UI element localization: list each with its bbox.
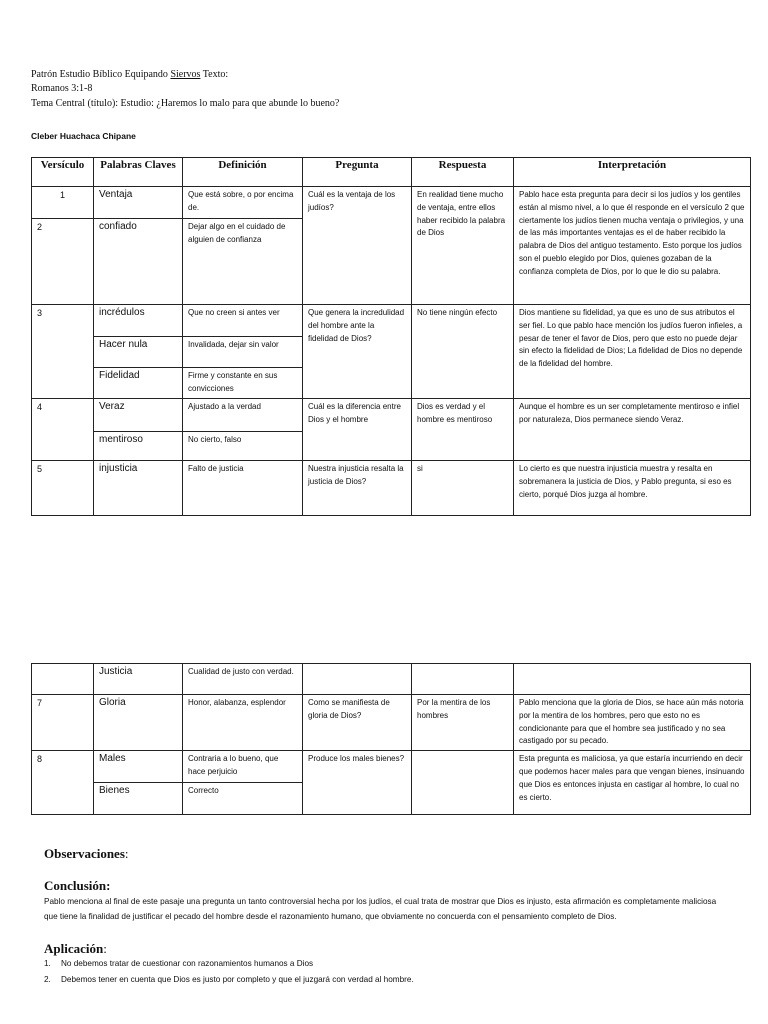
cell-answer: Dios es verdad y el hombre es mentiroso: [412, 399, 514, 461]
cell-definition: Ajustado a la verdad: [183, 399, 303, 432]
cell-verse: 3: [32, 305, 94, 399]
cell-interpretation: Dios mantiene su fidelidad, ya que es uno de sus atributos el ser fiel. Lo que pablo hace mención los judíos fueron infieles, a pesar de tener el favor de Dios, pero que esto no puede dejar sin efecto la fidelidad de Dios; La fidelidad de Dios no depende de la fidelidad del hombre.: [514, 305, 751, 399]
cell-keyword: mentiroso: [94, 432, 183, 461]
cell-question: [303, 664, 412, 695]
cell-verse: 2: [32, 219, 94, 305]
cell-answer: si: [412, 461, 514, 516]
cell-keyword: Veraz: [94, 399, 183, 432]
cell-definition: Correcto: [183, 783, 303, 815]
cell-definition: Contraria a lo bueno, que hace perjuicio: [183, 751, 303, 783]
table-row: [32, 664, 751, 695]
list-item-number: 2.: [44, 975, 51, 984]
cell-keyword: confiado: [94, 219, 183, 305]
table-row: [32, 695, 751, 751]
table-header-row: [32, 158, 751, 187]
cell-answer: Por la mentira de los hombres: [412, 695, 514, 751]
aplicacion-heading: [44, 941, 107, 957]
header-pattern-underlined: Siervos: [170, 69, 201, 80]
cell-answer: No tiene ningún efecto: [412, 305, 514, 399]
aplicacion-title: Aplicación: [44, 941, 104, 956]
cell-keyword: Ventaja: [94, 187, 183, 219]
study-table-continued: [31, 663, 751, 815]
cell-interpretation: Aunque el hombre es un ser completamente mentiroso e infiel por naturaleza, Dios permanece siendo Veraz.: [514, 399, 751, 461]
list-item-text: No debemos tratar de cuestionar con razonamientos humanos a Dios: [61, 959, 314, 968]
observaciones-colon: :: [124, 846, 129, 861]
cell-keyword: Gloria: [94, 695, 183, 751]
cell-keyword: Bienes: [94, 783, 183, 815]
table-row: [32, 751, 751, 783]
table-row: [32, 461, 751, 516]
observaciones-title: Observaciones: [44, 846, 125, 861]
list-item: [44, 972, 414, 988]
cell-keyword: incrédulos: [94, 305, 183, 337]
cell-keyword: Males: [94, 751, 183, 783]
cell-question: Como se manifiesta de gloria de Dios?: [303, 695, 412, 751]
list-item: [44, 956, 414, 972]
header-text-label: Texto:: [200, 69, 229, 80]
cell-question: Produce los males bienes?: [303, 751, 412, 815]
cell-keyword: Hacer nula: [94, 337, 183, 368]
list-item-number: 1.: [44, 959, 51, 968]
list-item-text: Debemos tener en cuenta que Dios es justo por completo y que el juzgará con verdad al hombre.: [61, 975, 414, 984]
cell-verse: [32, 664, 94, 695]
header-line-2: Romanos 3:1-8: [31, 83, 93, 94]
conclusion-text: Pablo menciona al final de este pasaje una pregunta un tanto controversial hecha por los judíos, el cual trata de mostrar que Dios es injusto, esta afirmación es completamente maliciosa que tiene la finalidad de justificar el pecado del hombre desde el razonamiento humano, que obviamente no concuerda con el pensamiento completo de Dios.: [44, 897, 717, 921]
cell-interpretation: Esta pregunta es maliciosa, ya que estaría incurriendo en decir que podemos hacer males para que vengan bienes, insinuando que Dios es entonces injusta en castigar al hombre, lo cual no es cierto.: [514, 751, 751, 815]
cell-definition: Invalidada, dejar sin valor: [183, 337, 303, 368]
cell-definition: No cierto, falso: [183, 432, 303, 461]
cell-interpretation: Pablo menciona que la gloria de Dios, se hace aún más notoria por la mentira de los hombres, pero que esto no es condicionante para que el hombre sea justificado y no sea castigado por su pecado.: [514, 695, 751, 751]
observaciones-heading: [44, 846, 129, 862]
table-row: [32, 305, 751, 337]
cell-interpretation: Lo cierto es que nuestra injusticia muestra y resalta en sobremanera la justicia de Dios, y Pablo pregunta, si eso es cierto, porqué Dios juzga al hombre.: [514, 461, 751, 516]
cell-interpretation: Pablo hace esta pregunta para decir si los judíos y los gentiles están al mismo nivel, a lo que él responde en el versículo 2 que ciertamente los judíos tienen mucha ventaja o privilegios, y una de las más importantes ventajas es el de haber recibido la palabra de Dios del antiguo testamento. Esto porque los judíos son el pueblo elegido por Dios, quienes gozaban de la confianza completa de Dios, por lo que le dio su palabra.: [514, 187, 751, 305]
cell-definition: Que está sobre, o por encima de.: [183, 187, 303, 219]
cell-definition: Honor, alabanza, esplendor: [183, 695, 303, 751]
cell-verse: 4: [32, 399, 94, 461]
cell-definition: Firme y constante en sus convicciones: [183, 368, 303, 399]
cell-question: Cuál es la ventaja de los judíos?: [303, 187, 412, 305]
cell-answer: [412, 751, 514, 815]
cell-verse: 1: [32, 187, 94, 219]
conclusion-heading: Conclusión:: [44, 878, 111, 893]
table-row: [32, 187, 751, 219]
study-table: [31, 157, 751, 516]
cell-answer: En realidad tiene mucho de ventaja, entre ellos haber recibido la palabra de Dios: [412, 187, 514, 305]
col-header-question: Pregunta: [303, 158, 412, 187]
cell-definition: Dejar algo en el cuidado de alguien de confianza: [183, 219, 303, 305]
cell-definition: Que no creen si antes ver: [183, 305, 303, 337]
cell-answer: [412, 664, 514, 695]
cell-keyword: injusticia: [94, 461, 183, 516]
cell-question: Que genera la incredulidad del hombre ante la fidelidad de Dios?: [303, 305, 412, 399]
cell-interpretation: [514, 664, 751, 695]
header-pattern-text: Patrón Estudio Bíblico Equipando: [31, 69, 171, 80]
cell-verse: 5: [32, 461, 94, 516]
header-line-1: [31, 68, 228, 82]
aplicacion-colon: :: [103, 941, 107, 956]
col-header-interpretation: Interpretación: [514, 158, 751, 187]
col-header-keyword: Palabras Claves: [94, 158, 183, 187]
author-name: Cleber Huachaca Chipane: [31, 131, 136, 141]
aplicacion-list: [44, 956, 414, 988]
col-header-definition: Definición: [183, 158, 303, 187]
cell-keyword: Fidelidad: [94, 368, 183, 399]
header-line-3: Tema Central (título): Estudio: ¿Haremos lo malo para que abunde lo bueno?: [31, 98, 340, 109]
cell-definition: Falto de justicia: [183, 461, 303, 516]
cell-keyword: Justicia: [94, 664, 183, 695]
cell-question: Nuestra injusticia resalta la justicia de Dios?: [303, 461, 412, 516]
col-header-answer: Respuesta: [412, 158, 514, 187]
col-header-verse: Versículo: [32, 158, 94, 187]
cell-definition: Cualidad de justo con verdad.: [183, 664, 303, 695]
cell-verse: 7: [32, 695, 94, 751]
cell-verse: 8: [32, 751, 94, 815]
table-row: [32, 399, 751, 432]
cell-question: Cuál es la diferencia entre Dios y el hombre: [303, 399, 412, 461]
